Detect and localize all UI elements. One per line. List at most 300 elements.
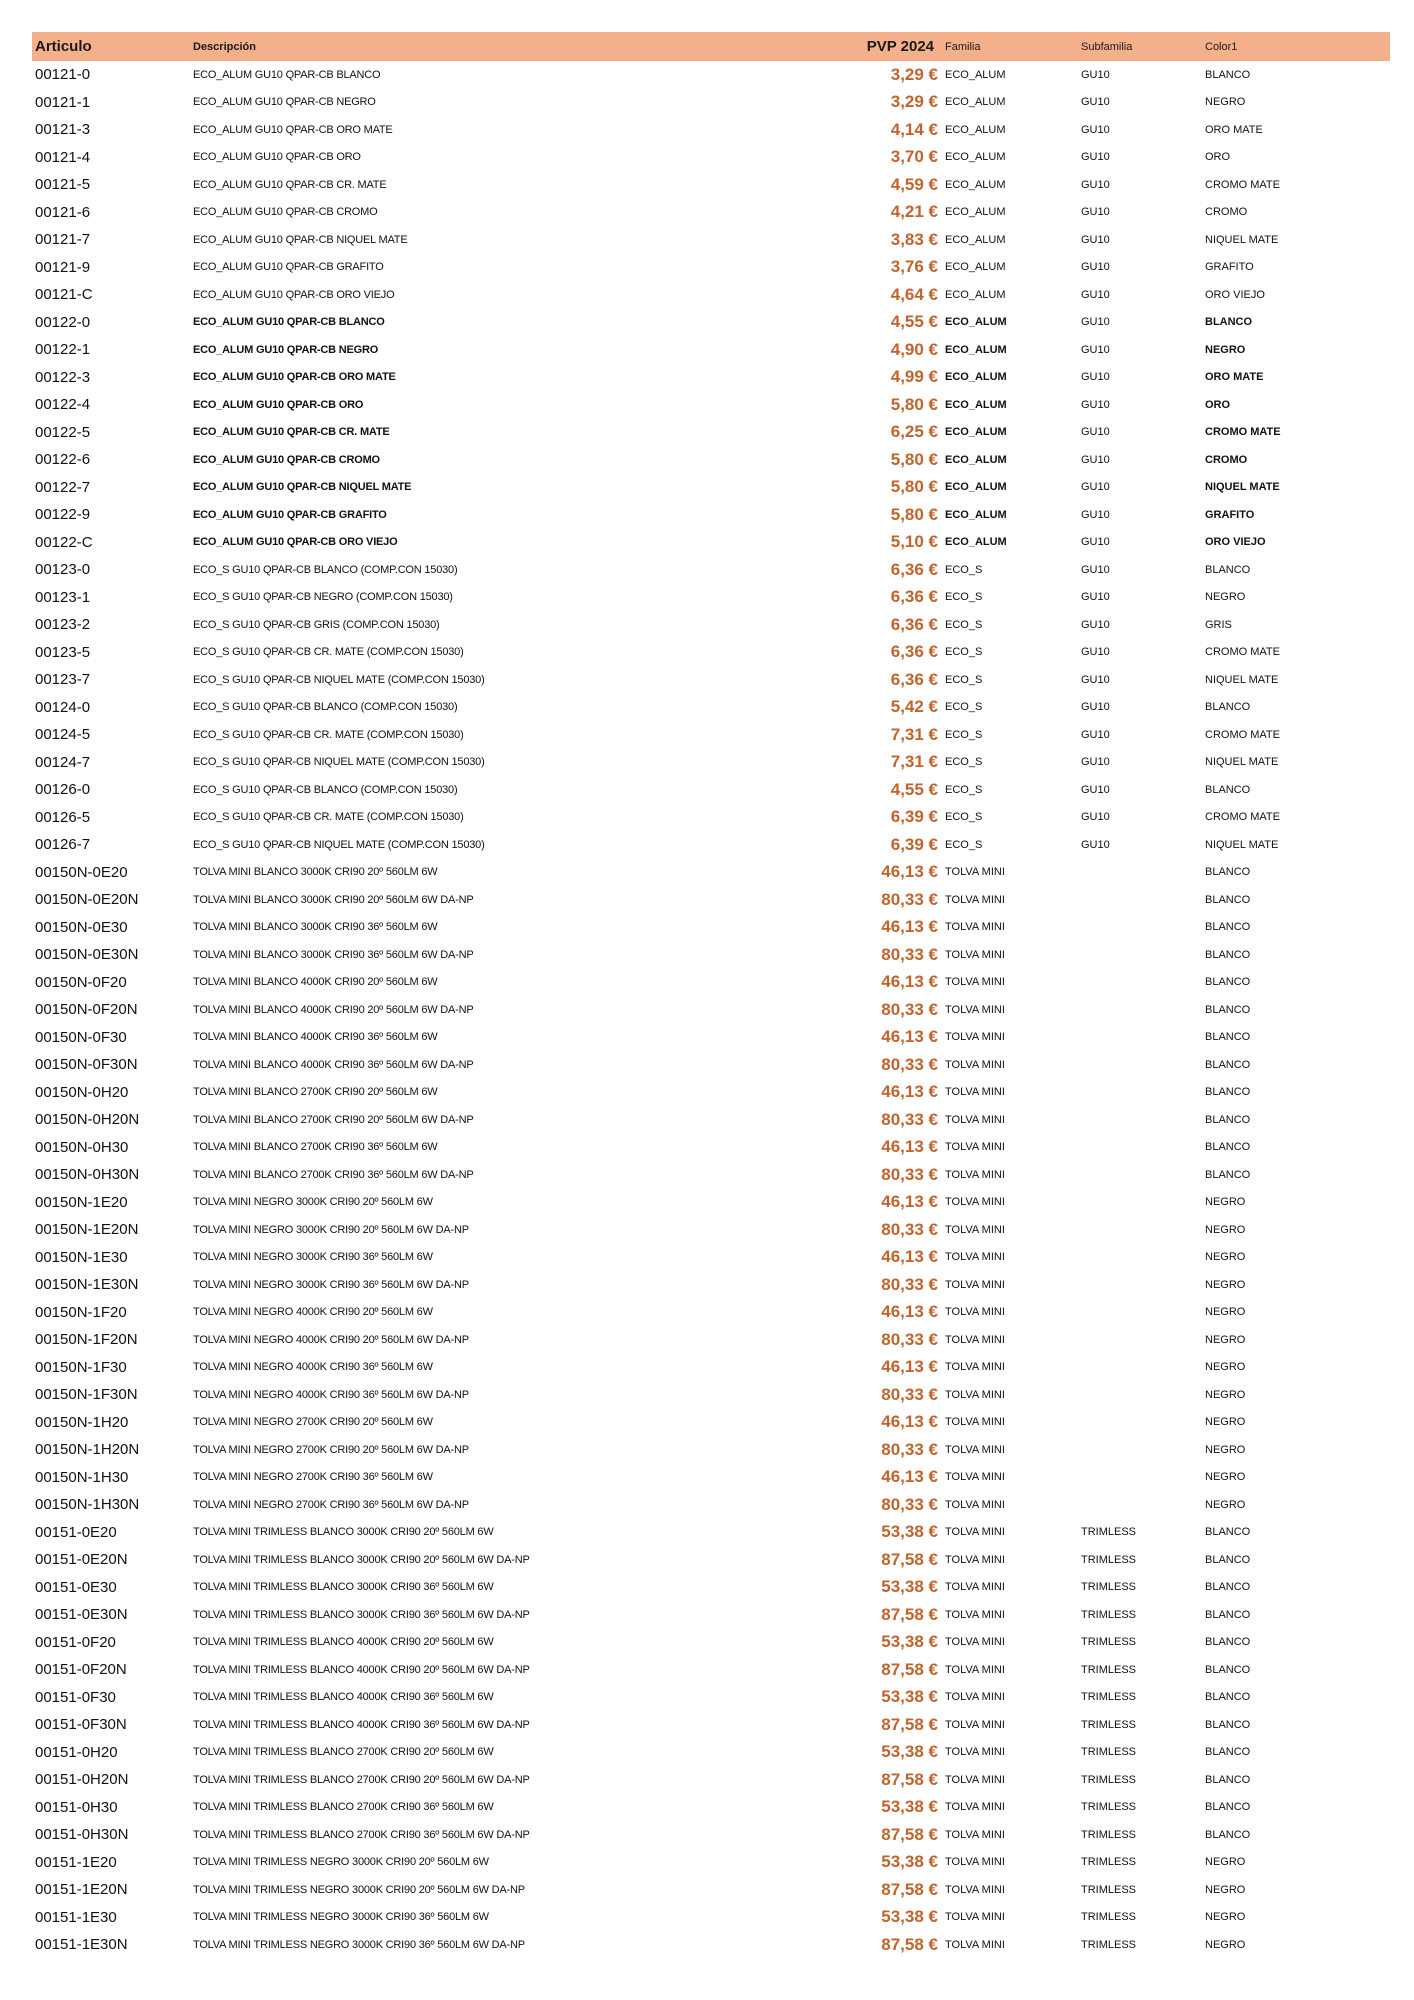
cell-pvp: 46,13 € [881,917,938,937]
cell-color: BLANCO [1205,1113,1251,1126]
cell-subfamilia: TRIMLESS [1081,1718,1137,1731]
cell-subfamilia: TRIMLESS [1081,1691,1137,1704]
cell-familia: TOLVA MINI [945,1801,1005,1814]
cell-articulo: 00122-9 [35,506,91,524]
cell-subfamilia: GU10 [1081,288,1110,301]
cell-pvp: 53,38 € [881,1852,938,1872]
cell-color: NIQUEL MATE [1205,233,1279,246]
cell-articulo: 00126-0 [35,781,91,799]
cell-subfamilia: TRIMLESS [1081,1746,1137,1759]
cell-familia: TOLVA MINI [945,1608,1005,1621]
cell-color: CROMO [1205,206,1248,219]
cell-articulo: 00151-1E20 [35,1853,117,1871]
cell-articulo: 00150N-0F30 [35,1028,127,1046]
cell-descripcion: TOLVA MINI NEGRO 2700K CRI90 36º 560LM 6W DA-NP [193,1498,469,1511]
cell-color: ORO VIEJO [1205,288,1265,301]
cell-articulo: 00126-7 [35,836,91,854]
cell-familia: TOLVA MINI [945,1113,1005,1126]
cell-subfamilia: TRIMLESS [1081,1553,1137,1566]
cell-color: BLANCO [1205,1773,1251,1786]
cell-familia: ECO_ALUM [945,316,1007,329]
cell-pvp: 5,80 € [890,477,938,497]
table-row [32,1244,1390,1272]
cell-pvp: 53,38 € [881,1742,938,1762]
cell-descripcion: ECO_S GU10 QPAR-CB NIQUEL MATE (COMP.CON 15030) [193,838,485,851]
cell-familia: TOLVA MINI [945,1361,1005,1374]
cell-familia: TOLVA MINI [945,1471,1005,1484]
cell-color: BLANCO [1205,893,1251,906]
cell-pvp: 4,55 € [890,312,938,332]
cell-descripcion: ECO_S GU10 QPAR-CB CR. MATE (COMP.CON 15030) [193,728,464,741]
cell-articulo: 00150N-1F30N [35,1386,138,1404]
cell-descripcion: TOLVA MINI TRIMLESS BLANCO 3000K CRI90 36º 560LM 6W DA-NP [193,1608,530,1621]
cell-descripcion: ECO_ALUM GU10 QPAR-CB CR. MATE [193,426,390,439]
table-row [32,886,1390,914]
cell-descripcion: TOLVA MINI NEGRO 3000K CRI90 20º 560LM 6W [193,1196,433,1209]
cell-subfamilia: GU10 [1081,591,1110,604]
cell-familia: ECO_S [945,591,983,604]
table-row [32,1574,1390,1602]
cell-descripcion: ECO_ALUM GU10 QPAR-CB ORO [193,398,364,411]
cell-color: BLANCO [1205,1828,1251,1841]
table-row [32,336,1390,364]
cell-subfamilia: GU10 [1081,371,1110,384]
table-row [32,1766,1390,1794]
cell-articulo: 00150N-1H20N [35,1441,140,1459]
cell-articulo: 00150N-0F20 [35,973,127,991]
table-row [32,446,1390,474]
cell-pvp: 6,36 € [890,587,938,607]
cell-color: ORO MATE [1205,371,1264,384]
table-row [32,914,1390,942]
cell-color: BLANCO [1205,976,1251,989]
cell-pvp: 53,38 € [881,1522,938,1542]
cell-pvp: 4,64 € [890,284,938,304]
cell-pvp: 46,13 € [881,1082,938,1102]
cell-familia: TOLVA MINI [945,921,1005,934]
cell-articulo: 00150N-1E30N [35,1276,139,1294]
table-body [32,61,1390,1959]
cell-pvp: 3,29 € [890,92,938,112]
cell-descripcion: ECO_ALUM GU10 QPAR-CB CROMO [193,206,378,219]
cell-articulo: 00121-5 [35,176,91,194]
cell-subfamilia: GU10 [1081,728,1110,741]
cell-subfamilia [1078,1106,1202,1134]
cell-pvp: 80,33 € [881,1219,938,1239]
cell-subfamilia: TRIMLESS [1081,1856,1137,1869]
cell-color: GRAFITO [1205,261,1254,274]
cell-color: NEGRO [1205,591,1246,604]
cell-familia: TOLVA MINI [945,1058,1005,1071]
cell-pvp: 3,70 € [890,147,938,167]
cell-articulo: 00124-5 [35,726,91,744]
cell-subfamilia: GU10 [1081,398,1110,411]
table-row [32,1794,1390,1822]
cell-pvp: 87,58 € [881,1769,938,1789]
table-row [32,584,1390,612]
cell-articulo: 00151-1E20N [35,1881,128,1899]
cell-pvp: 87,58 € [881,1934,938,1954]
cell-pvp: 53,38 € [881,1577,938,1597]
table-row [32,199,1390,227]
cell-subfamilia [1078,1271,1202,1299]
cell-pvp: 87,58 € [881,1714,938,1734]
cell-familia: ECO_ALUM [945,178,1006,191]
table-row [32,529,1390,557]
cell-familia: TOLVA MINI [945,976,1005,989]
cell-descripcion: ECO_S GU10 QPAR-CB CR. MATE (COMP.CON 15030) [193,811,464,824]
cell-familia: TOLVA MINI [945,948,1005,961]
cell-articulo: 00151-0E20 [35,1523,117,1541]
cell-subfamilia: GU10 [1081,453,1110,466]
cell-subfamilia [1078,1326,1202,1354]
cell-articulo: 00121-7 [35,231,91,249]
cell-pvp: 87,58 € [881,1879,938,1899]
cell-articulo: 00122-0 [35,313,91,331]
table-row [32,1354,1390,1382]
cell-articulo: 00150N-0H30N [35,1166,140,1184]
cell-articulo: 00150N-0F30N [35,1056,138,1074]
cell-descripcion: TOLVA MINI BLANCO 3000K CRI90 36º 560LM 6W DA-NP [193,948,474,961]
cell-familia: ECO_ALUM [945,96,1006,109]
cell-familia: ECO_S [945,811,983,824]
cell-pvp: 4,90 € [890,339,938,359]
cell-descripcion: TOLVA MINI NEGRO 3000K CRI90 20º 560LM 6W DA-NP [193,1223,469,1236]
table-row [32,1161,1390,1189]
cell-color: NIQUEL MATE [1205,756,1279,769]
cell-pvp: 5,80 € [890,504,938,524]
cell-descripcion: TOLVA MINI BLANCO 3000K CRI90 20º 560LM 6W [193,866,438,879]
cell-subfamilia [1078,1024,1202,1052]
cell-subfamilia: GU10 [1081,343,1110,356]
cell-familia: ECO_ALUM [945,508,1007,521]
table-row [32,1024,1390,1052]
cell-color: CROMO MATE [1205,811,1280,824]
cell-articulo: 00151-0F20 [35,1633,116,1651]
cell-subfamilia [1078,859,1202,887]
cell-color: ORO VIEJO [1205,536,1266,549]
cell-articulo: 00124-0 [35,698,91,716]
cell-pvp: 7,31 € [890,752,938,772]
cell-pvp: 80,33 € [881,1054,938,1074]
cell-subfamilia: GU10 [1081,96,1110,109]
cell-familia: ECO_S [945,646,983,659]
cell-color: BLANCO [1205,1718,1251,1731]
cell-familia: TOLVA MINI [945,1003,1005,1016]
cell-familia: TOLVA MINI [945,1498,1005,1511]
table-row [32,254,1390,282]
cell-familia: ECO_ALUM [945,68,1006,81]
cell-familia: TOLVA MINI [945,1691,1005,1704]
cell-pvp: 4,55 € [890,779,938,799]
table-row [32,364,1390,392]
cell-pvp: 7,31 € [890,724,938,744]
table-row [32,859,1390,887]
cell-familia: ECO_S [945,756,983,769]
cell-pvp: 5,42 € [890,697,938,717]
cell-color: NEGRO [1205,1416,1246,1429]
cell-subfamilia: GU10 [1081,508,1110,521]
cell-familia: ECO_ALUM [945,453,1007,466]
cell-subfamilia [1078,1436,1202,1464]
cell-articulo: 00150N-0H20N [35,1111,140,1129]
cell-color: NEGRO [1205,343,1246,356]
table-row [32,171,1390,199]
cell-color: NEGRO [1205,1196,1246,1209]
cell-familia: ECO_ALUM [945,426,1007,439]
table-row [32,1739,1390,1767]
cell-subfamilia: GU10 [1081,206,1110,219]
cell-familia: TOLVA MINI [945,1388,1005,1401]
cell-articulo: 00123-0 [35,561,91,579]
cell-color: ORO [1205,151,1231,164]
cell-articulo: 00121-6 [35,203,91,221]
cell-subfamilia: TRIMLESS [1081,1773,1137,1786]
cell-articulo: 00150N-1F20 [35,1303,127,1321]
cell-subfamilia [1078,941,1202,969]
cell-articulo: 00121-C [35,286,93,304]
cell-color: BLANCO [1205,1636,1251,1649]
cell-descripcion: ECO_S GU10 QPAR-CB NEGRO (COMP.CON 15030) [193,591,453,604]
cell-descripcion: ECO_ALUM GU10 QPAR-CB NEGRO [193,96,376,109]
cell-color: BLANCO [1205,68,1251,81]
table-row [32,419,1390,447]
table-row [32,1271,1390,1299]
cell-pvp: 3,83 € [890,229,938,249]
cell-descripcion: TOLVA MINI TRIMLESS NEGRO 3000K CRI90 20º 560LM 6W DA-NP [193,1883,525,1896]
cell-descripcion: TOLVA MINI TRIMLESS BLANCO 2700K CRI90 36º 560LM 6W [193,1801,494,1814]
cell-descripcion: ECO_ALUM GU10 QPAR-CB ORO MATE [193,123,393,136]
table-row [32,666,1390,694]
cell-familia: TOLVA MINI [945,1196,1005,1209]
cell-familia: TOLVA MINI [945,866,1005,879]
cell-articulo: 00150N-1E20N [35,1221,139,1239]
cell-articulo: 00122-3 [35,368,91,386]
cell-color: BLANCO [1205,1003,1251,1016]
table-row [32,611,1390,639]
cell-articulo: 00151-0H30N [35,1826,129,1844]
cell-subfamilia: GU10 [1081,426,1110,439]
cell-familia: ECO_S [945,563,983,576]
cell-subfamilia [1078,886,1202,914]
cell-articulo: 00122-6 [35,451,91,469]
cell-descripcion: ECO_ALUM GU10 QPAR-CB ORO VIEJO [193,288,395,301]
cell-pvp: 53,38 € [881,1907,938,1927]
cell-subfamilia: GU10 [1081,701,1110,714]
cell-familia: ECO_ALUM [945,206,1006,219]
table-row [32,694,1390,722]
cell-pvp: 46,13 € [881,1027,938,1047]
cell-descripcion: ECO_ALUM GU10 QPAR-CB BLANCO [193,316,385,329]
cell-descripcion: ECO_S GU10 QPAR-CB BLANCO (COMP.CON 15030) [193,701,458,714]
cell-descripcion: ECO_ALUM GU10 QPAR-CB NIQUEL MATE [193,481,412,494]
cell-subfamilia: GU10 [1081,68,1110,81]
cell-familia: TOLVA MINI [945,1333,1005,1346]
cell-familia: ECO_ALUM [945,536,1007,549]
cell-color: BLANCO [1205,1553,1251,1566]
cell-color: BLANCO [1205,701,1251,714]
table-row [32,1436,1390,1464]
cell-articulo: 00123-1 [35,588,91,606]
cell-color: ORO [1205,398,1231,411]
table-row [32,1931,1390,1959]
cell-color: BLANCO [1205,1746,1251,1759]
table-row [32,1711,1390,1739]
cell-familia: TOLVA MINI [945,1251,1005,1264]
cell-descripcion: TOLVA MINI NEGRO 4000K CRI90 20º 560LM 6W DA-NP [193,1333,469,1346]
cell-pvp: 80,33 € [881,1384,938,1404]
cell-pvp: 80,33 € [881,1329,938,1349]
cell-color: BLANCO [1205,1031,1251,1044]
cell-familia: TOLVA MINI [945,1718,1005,1731]
cell-familia: ECO_ALUM [945,261,1006,274]
cell-subfamilia: TRIMLESS [1081,1828,1137,1841]
cell-color: CROMO [1205,453,1248,466]
cell-pvp: 80,33 € [881,1164,938,1184]
cell-articulo: 00151-0E20N [35,1551,128,1569]
cell-articulo: 00123-7 [35,671,91,689]
cell-subfamilia: GU10 [1081,481,1110,494]
cell-descripcion: ECO_ALUM GU10 QPAR-CB GRAFITO [193,261,384,274]
cell-pvp: 46,13 € [881,1357,938,1377]
cell-descripcion: TOLVA MINI BLANCO 2700K CRI90 20º 560LM 6W DA-NP [193,1113,474,1126]
cell-descripcion: TOLVA MINI TRIMLESS NEGRO 3000K CRI90 20º 560LM 6W [193,1856,489,1869]
cell-descripcion: ECO_S GU10 QPAR-CB BLANCO (COMP.CON 15030) [193,563,458,576]
cell-descripcion: ECO_ALUM GU10 QPAR-CB BLANCO [193,68,381,81]
cell-subfamilia [1078,1216,1202,1244]
cell-descripcion: ECO_S GU10 QPAR-CB NIQUEL MATE (COMP.CON 15030) [193,756,485,769]
cell-articulo: 00151-1E30 [35,1908,117,1926]
cell-pvp: 5,80 € [890,449,938,469]
cell-familia: TOLVA MINI [945,1581,1005,1594]
cell-subfamilia [1078,1464,1202,1492]
cell-subfamilia: GU10 [1081,316,1110,329]
cell-pvp: 6,36 € [890,669,938,689]
cell-pvp: 80,33 € [881,1274,938,1294]
cell-color: BLANCO [1205,948,1251,961]
table-row [32,1106,1390,1134]
cell-familia: TOLVA MINI [945,1938,1005,1951]
header-subfamilia: Subfamilia [1081,40,1133,53]
cell-pvp: 46,13 € [881,1192,938,1212]
cell-descripcion: ECO_ALUM GU10 QPAR-CB ORO VIEJO [193,536,398,549]
table-row [32,1134,1390,1162]
table-row [32,1326,1390,1354]
cell-pvp: 6,39 € [890,834,938,854]
cell-descripcion: ECO_S GU10 QPAR-CB CR. MATE (COMP.CON 15030) [193,646,464,659]
table-row [32,1904,1390,1932]
cell-familia: TOLVA MINI [945,1031,1005,1044]
cell-pvp: 3,29 € [890,64,938,84]
table-row [32,1079,1390,1107]
table-row [32,1409,1390,1437]
cell-pvp: 53,38 € [881,1797,938,1817]
cell-familia: TOLVA MINI [945,1278,1005,1291]
cell-color: BLANCO [1205,1141,1251,1154]
cell-articulo: 00124-7 [35,753,91,771]
cell-subfamilia: GU10 [1081,178,1110,191]
cell-color: NEGRO [1205,1471,1246,1484]
cell-articulo: 00150N-0E30N [35,946,139,964]
cell-articulo: 00150N-1E20 [35,1193,128,1211]
cell-color: BLANCO [1205,921,1251,934]
cell-descripcion: TOLVA MINI BLANCO 4000K CRI90 20º 560LM 6W DA-NP [193,1003,474,1016]
cell-color: GRAFITO [1205,508,1255,521]
cell-articulo: 00150N-0H30 [35,1138,129,1156]
cell-descripcion: TOLVA MINI NEGRO 2700K CRI90 36º 560LM 6W [193,1471,433,1484]
table-row [32,996,1390,1024]
cell-subfamilia [1078,1051,1202,1079]
cell-subfamilia: TRIMLESS [1081,1608,1137,1621]
table-row [32,1876,1390,1904]
cell-familia: TOLVA MINI [945,1141,1005,1154]
table-row [32,556,1390,584]
cell-familia: TOLVA MINI [945,1416,1005,1429]
cell-descripcion: ECO_ALUM GU10 QPAR-CB ORO [193,151,361,164]
cell-descripcion: ECO_ALUM GU10 QPAR-CB ORO MATE [193,371,396,384]
table-row [32,969,1390,997]
cell-articulo: 00126-5 [35,808,91,826]
cell-color: BLANCO [1205,1801,1251,1814]
cell-color: NEGRO [1205,1498,1246,1511]
cell-descripcion: TOLVA MINI TRIMLESS BLANCO 2700K CRI90 36º 560LM 6W DA-NP [193,1828,530,1841]
cell-familia: ECO_S [945,701,983,714]
cell-color: NEGRO [1205,1251,1246,1264]
cell-familia: ECO_ALUM [945,481,1007,494]
cell-subfamilia: GU10 [1081,151,1110,164]
cell-articulo: 00151-1E30N [35,1936,128,1954]
cell-descripcion: TOLVA MINI BLANCO 2700K CRI90 20º 560LM 6W [193,1086,438,1099]
cell-color: NEGRO [1205,1911,1246,1924]
header-pvp: PVP 2024 [866,38,934,55]
cell-subfamilia: TRIMLESS [1081,1801,1137,1814]
cell-descripcion: TOLVA MINI NEGRO 4000K CRI90 20º 560LM 6W [193,1306,433,1319]
cell-pvp: 6,36 € [890,642,938,662]
cell-color: BLANCO [1205,1663,1251,1676]
cell-color: BLANCO [1205,1581,1251,1594]
cell-pvp: 87,58 € [881,1604,938,1624]
cell-subfamilia [1078,914,1202,942]
cell-pvp: 80,33 € [881,1109,938,1129]
cell-articulo: 00150N-1F20N [35,1331,138,1349]
cell-pvp: 6,36 € [890,559,938,579]
cell-color: CROMO MATE [1205,178,1280,191]
cell-articulo: 00122-7 [35,478,91,496]
cell-pvp: 53,38 € [881,1632,938,1652]
cell-descripcion: ECO_S GU10 QPAR-CB GRIS (COMP.CON 15030) [193,618,440,631]
cell-familia: TOLVA MINI [945,1746,1005,1759]
cell-descripcion: TOLVA MINI NEGRO 4000K CRI90 36º 560LM 6W DA-NP [193,1388,469,1401]
table-row [32,61,1390,89]
cell-familia: TOLVA MINI [945,1553,1005,1566]
table-row [32,1629,1390,1657]
cell-descripcion: TOLVA MINI NEGRO 3000K CRI90 36º 560LM 6W [193,1251,433,1264]
cell-pvp: 46,13 € [881,1412,938,1432]
cell-color: CROMO MATE [1205,646,1280,659]
cell-color: BLANCO [1205,316,1253,329]
cell-articulo: 00121-1 [35,93,91,111]
cell-pvp: 87,58 € [881,1549,938,1569]
cell-pvp: 3,76 € [890,257,938,277]
cell-color: NIQUEL MATE [1205,838,1279,851]
cell-articulo: 00150N-0E20N [35,891,139,909]
cell-color: NEGRO [1205,1443,1246,1456]
cell-subfamilia: TRIMLESS [1081,1581,1137,1594]
cell-color: NIQUEL MATE [1205,673,1279,686]
cell-subfamilia [1078,996,1202,1024]
cell-color: BLANCO [1205,1526,1251,1539]
cell-subfamilia: GU10 [1081,123,1110,136]
